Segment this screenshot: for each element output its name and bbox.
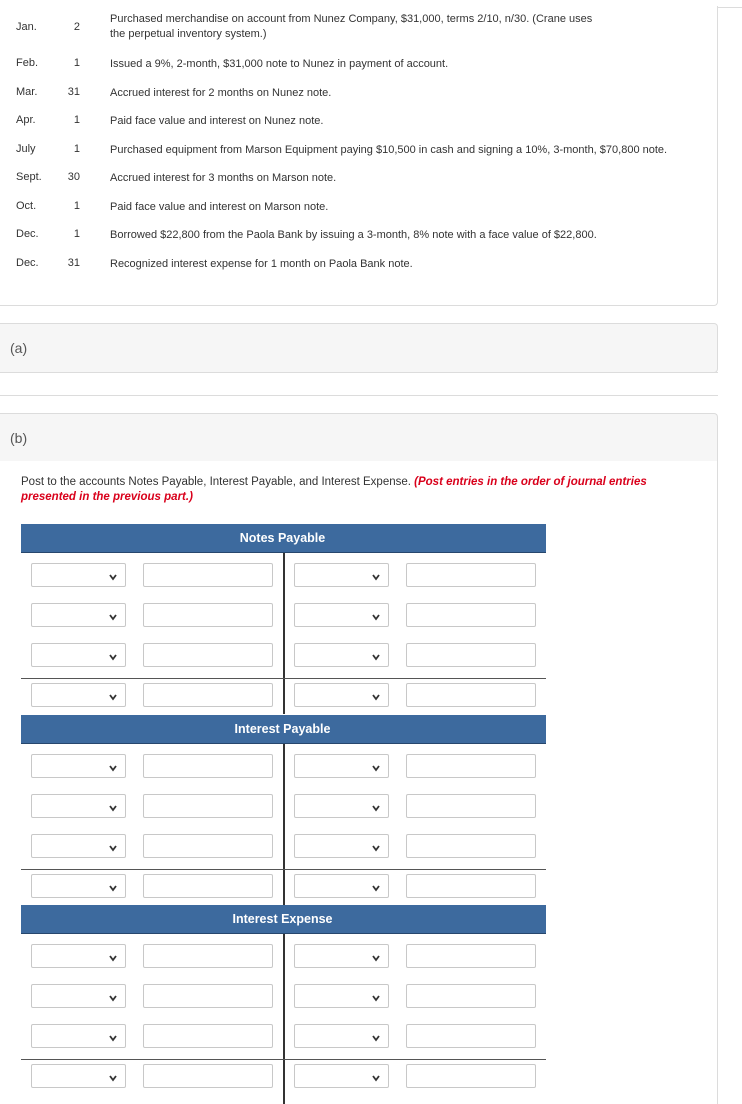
credit-date-select[interactable] (294, 1064, 389, 1088)
debit-date-select[interactable] (31, 794, 126, 818)
part-b-header[interactable] (0, 413, 718, 461)
debit-amount-input[interactable] (143, 1024, 273, 1048)
debit-amount-input[interactable] (143, 834, 273, 858)
total-line (21, 1059, 546, 1060)
chevron-down-icon (107, 610, 119, 622)
credit-date-select[interactable] (294, 834, 389, 858)
transaction-month: Jan. (16, 21, 37, 33)
chevron-down-icon (370, 801, 382, 813)
debit-amount-input[interactable] (143, 754, 273, 778)
credit-date-select[interactable] (294, 1024, 389, 1048)
credit-date-select[interactable] (294, 683, 389, 707)
credit-date-select[interactable] (294, 563, 389, 587)
transaction-day: 31 (67, 257, 80, 269)
debit-date-select[interactable] (31, 834, 126, 858)
chevron-down-icon (107, 951, 119, 963)
chevron-down-icon (370, 1071, 382, 1083)
credit-amount-input[interactable] (406, 834, 536, 858)
credit-amount-input[interactable] (406, 944, 536, 968)
transaction-description: Accrued interest for 2 months on Nunez note. (110, 87, 332, 99)
credit-amount-input[interactable] (406, 1064, 536, 1088)
divider (0, 395, 718, 396)
t-account-divider (283, 553, 285, 714)
chevron-down-icon (370, 761, 382, 773)
credit-amount-input[interactable] (406, 683, 536, 707)
transaction-description: Borrowed $22,800 from the Paola Bank by issuing a 3-month, 8% note with a face value of $22,800. (110, 229, 597, 241)
chevron-down-icon (370, 1031, 382, 1043)
part-b-label: (b) (10, 430, 28, 446)
transaction-description: Purchased merchandise on account from Nunez Company, $31,000, terms 2/10, n/30. (Crane uses the perpetual inventory system.) (110, 13, 593, 40)
account-header (21, 524, 546, 553)
transaction-description: Issued a 9%, 2-month, $31,000 note to Nunez in payment of account. (110, 58, 449, 70)
debit-date-select[interactable] (31, 563, 126, 587)
transaction-day: 31 (67, 86, 80, 98)
credit-date-select[interactable] (294, 874, 389, 898)
credit-amount-input[interactable] (406, 563, 536, 587)
panel-border (717, 460, 718, 1104)
credit-date-select[interactable] (294, 754, 389, 778)
debit-amount-input[interactable] (143, 794, 273, 818)
chevron-down-icon (107, 1071, 119, 1083)
part-a-label: (a) (10, 340, 28, 356)
instruction-note: (Post entries in the order of journal entries presented in the previous part.) (21, 476, 647, 503)
chevron-down-icon (370, 570, 382, 582)
transaction-day: 30 (67, 171, 80, 183)
credit-date-select[interactable] (294, 944, 389, 968)
credit-amount-input[interactable] (406, 794, 536, 818)
debit-amount-input[interactable] (143, 944, 273, 968)
credit-amount-input[interactable] (406, 874, 536, 898)
chevron-down-icon (370, 650, 382, 662)
debit-amount-input[interactable] (143, 603, 273, 627)
debit-date-select[interactable] (31, 683, 126, 707)
transaction-day: 1 (73, 228, 80, 240)
transactions-panel (0, 6, 718, 306)
total-line (21, 678, 546, 679)
transaction-day: 1 (73, 143, 80, 155)
instruction-text (21, 475, 691, 505)
chevron-down-icon (107, 1031, 119, 1043)
t-account-divider (283, 934, 285, 1104)
part-a-header[interactable] (0, 323, 718, 373)
account-title: Interest Payable (234, 722, 331, 736)
chevron-down-icon (107, 881, 119, 893)
transaction-month: Oct. (16, 200, 37, 212)
transaction-day: 1 (73, 57, 80, 69)
transaction-month: Dec. (16, 228, 39, 240)
credit-amount-input[interactable] (406, 603, 536, 627)
chevron-down-icon (370, 841, 382, 853)
transaction-description: Paid face value and interest on Marson note. (110, 201, 329, 213)
transaction-month: July (16, 143, 36, 155)
account-header (21, 905, 546, 934)
credit-date-select[interactable] (294, 794, 389, 818)
chevron-down-icon (107, 841, 119, 853)
chevron-down-icon (107, 650, 119, 662)
transaction-month: Dec. (16, 257, 39, 269)
credit-amount-input[interactable] (406, 984, 536, 1008)
transaction-day: 1 (73, 200, 80, 212)
chevron-down-icon (107, 690, 119, 702)
chevron-down-icon (107, 801, 119, 813)
debit-date-select[interactable] (31, 984, 126, 1008)
chevron-down-icon (370, 951, 382, 963)
chevron-down-icon (370, 881, 382, 893)
divider (0, 372, 718, 373)
transaction-description: Purchased equipment from Marson Equipment paying $10,500 in cash and signing a 10%, 3-month, $70,800 note. (110, 144, 668, 156)
debit-amount-input[interactable] (143, 643, 273, 667)
transaction-month: Apr. (16, 114, 36, 126)
debit-date-select[interactable] (31, 1024, 126, 1048)
transaction-day: 1 (73, 114, 80, 126)
debit-date-select[interactable] (31, 1064, 126, 1088)
account-header (21, 715, 546, 744)
credit-date-select[interactable] (294, 603, 389, 627)
debit-amount-input[interactable] (143, 1064, 273, 1088)
chevron-down-icon (107, 991, 119, 1003)
transaction-day: 2 (73, 21, 80, 33)
chevron-down-icon (370, 690, 382, 702)
total-line (21, 869, 546, 870)
debit-date-select[interactable] (31, 603, 126, 627)
debit-amount-input[interactable] (143, 984, 273, 1008)
credit-amount-input[interactable] (406, 754, 536, 778)
credit-amount-input[interactable] (406, 643, 536, 667)
chevron-down-icon (370, 991, 382, 1003)
debit-amount-input[interactable] (143, 563, 273, 587)
account-title: Notes Payable (239, 531, 326, 545)
debit-date-select[interactable] (31, 754, 126, 778)
debit-amount-input[interactable] (143, 683, 273, 707)
debit-amount-input[interactable] (143, 874, 273, 898)
transaction-description: Recognized interest expense for 1 month on Paola Bank note. (110, 258, 413, 270)
chevron-down-icon (370, 610, 382, 622)
instruction-main: Post to the accounts Notes Payable, Interest Payable, and Interest Expense. (21, 476, 415, 488)
debit-date-select[interactable] (31, 874, 126, 898)
transaction-description: Accrued interest for 3 months on Marson note. (110, 172, 337, 184)
chevron-down-icon (107, 570, 119, 582)
debit-date-select[interactable] (31, 944, 126, 968)
debit-date-select[interactable] (31, 643, 126, 667)
credit-date-select[interactable] (294, 643, 389, 667)
transaction-month: Feb. (16, 57, 39, 69)
account-title: Interest Expense (232, 912, 333, 926)
transaction-month: Sept. (16, 171, 42, 183)
transaction-month: Mar. (16, 86, 38, 98)
chevron-down-icon (107, 761, 119, 773)
credit-date-select[interactable] (294, 984, 389, 1008)
credit-amount-input[interactable] (406, 1024, 536, 1048)
transaction-description: Paid face value and interest on Nunez note. (110, 115, 324, 127)
t-account-divider (283, 744, 285, 905)
